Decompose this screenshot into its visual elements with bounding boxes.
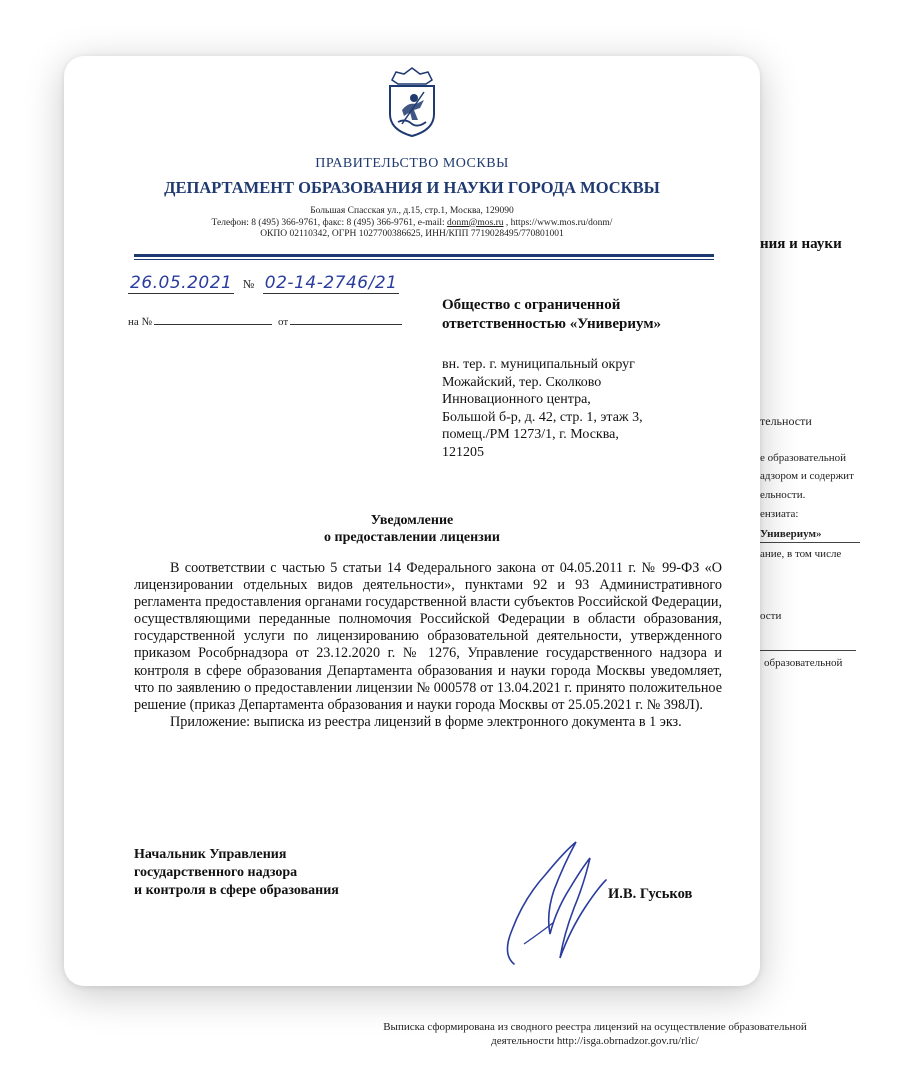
bg-footer: [330, 1020, 860, 1048]
bg-footer-line1: Выписка сформирована из сводного реестра лицензий на осуществление образовательной: [383, 1021, 807, 1033]
department-name: ДЕПАРТАМЕНТ ОБРАЗОВАНИЯ И НАУКИ ГОРОДА МОСКВЫ: [164, 178, 660, 197]
government-name: ПРАВИТЕЛЬСТВО МОСКВЫ: [315, 156, 509, 171]
letterhead-rule-thin: [134, 259, 714, 260]
phone-suffix: , https://www.mos.ru/donm/: [503, 217, 613, 228]
addressee-line: Общество с ограниченной: [442, 297, 621, 313]
address-line: вн. тер. г. муниципальный округ: [442, 357, 635, 372]
addressee-address: [442, 356, 643, 461]
addressee-name: [442, 296, 661, 334]
bg-fragment: ензиата:: [760, 508, 799, 520]
letterhead-rule: [134, 254, 714, 257]
phone-prefix: Телефон: 8 (495) 366-9761, факс: 8 (495) 366-9761, e-mail:: [211, 217, 448, 228]
signer-role-line: Начальник Управления: [134, 847, 287, 862]
notice-title-line1: Уведомление: [370, 513, 454, 528]
bg-fragment: тельности: [760, 414, 812, 428]
address-line: Можайский, тер. Сколково: [442, 374, 602, 390]
bg-fragment: ости: [760, 610, 782, 622]
notice-title-line2: о предоставлении лицензии: [324, 530, 500, 545]
notice-attachment: Приложение: выписка из реестра лицензий в форме электронного документа в 1 экз.: [170, 713, 682, 730]
registration-number: 02-14-2746/21: [264, 273, 398, 293]
address-line: помещ./РМ 1273/1, г. Москва,: [442, 427, 619, 442]
reply-to-label: на №: [128, 316, 153, 328]
signer-name: И.В. Гуськов: [608, 886, 693, 902]
moscow-coat-of-arms-icon: [384, 66, 440, 138]
signer-role: [134, 846, 339, 900]
letterhead-address: Большая Спасская ул., д.15, стр.1, Москва, 129090: [310, 206, 514, 216]
reply-to-line: [128, 316, 408, 328]
bg-fragment: ельности.: [760, 489, 806, 501]
notice-body: [134, 560, 722, 731]
bg-footer-line2: деятельности http://isga.obrnadzor.gov.ru/rlic/: [491, 1035, 699, 1047]
reply-to-blank: [154, 323, 272, 325]
bg-fragment: Универиум»: [760, 528, 822, 540]
address-line: 121205: [442, 444, 484, 460]
number-sign: №: [242, 277, 255, 291]
addressee-line: ответственностью «Универиум»: [442, 316, 662, 332]
notice-paragraph: В соответствии с частью 5 статьи 14 Федерального закона от 04.05.2011 г. № 99-ФЗ «О лицензировании отдельных видов деятельности», пунктами 92 и 93 Административного регламента предоставления органами государственной власти субъектов Российской Федерации, осуществляющими переданные полномочия Российской Федерации в области образования, государственной услуги по лицензированию образовательной деятельности, утвержденного приказом Рособрнадзора от 23.12.2020 г. № 1276, Управление государственного надзора и контроля в сфере образования Департамента образования и науки города Москвы уведомляет, что по заявлению о предоставлении лицензии № 000578 от 13.04.2021 г. принято положительное решение (приказ Департамента образования и науки города Москвы от 25.05.2021 г. № 398Л).: [134, 560, 722, 713]
bg-fragment: адзором и содержит: [760, 470, 854, 482]
bg-fragment: е образовательной: [760, 452, 847, 464]
bg-fragment: образовательной: [764, 657, 843, 669]
handwritten-signature: [494, 834, 614, 974]
registration-date: 26.05.2021: [130, 273, 233, 293]
from-blank: [290, 323, 402, 325]
bg-heading-fragment: ния и науки: [760, 236, 842, 252]
registration-line: [128, 272, 399, 293]
address-line: Большой б-р, д. 42, стр. 1, этаж 3,: [442, 409, 643, 425]
address-line: Инновационного центра,: [442, 392, 591, 407]
letterhead-codes: ОКПО 02110342, ОГРН 1027700386625, ИНН/КПП 7719028495/770801001: [260, 229, 564, 239]
letter-card: [64, 56, 760, 986]
from-label: от: [278, 316, 289, 328]
notice-title: [64, 512, 760, 546]
letterhead-contacts: [64, 206, 760, 241]
bg-rule: [760, 650, 856, 651]
bg-fragment: ание, в том числе: [760, 548, 842, 560]
signer-role-line: и контроля в сфере образования: [134, 883, 339, 898]
email-link[interactable]: donm@mos.ru: [447, 217, 504, 228]
signer-role-line: государственного надзора: [134, 865, 298, 880]
bg-rule: [760, 542, 860, 543]
letterhead-phones: [64, 218, 760, 230]
